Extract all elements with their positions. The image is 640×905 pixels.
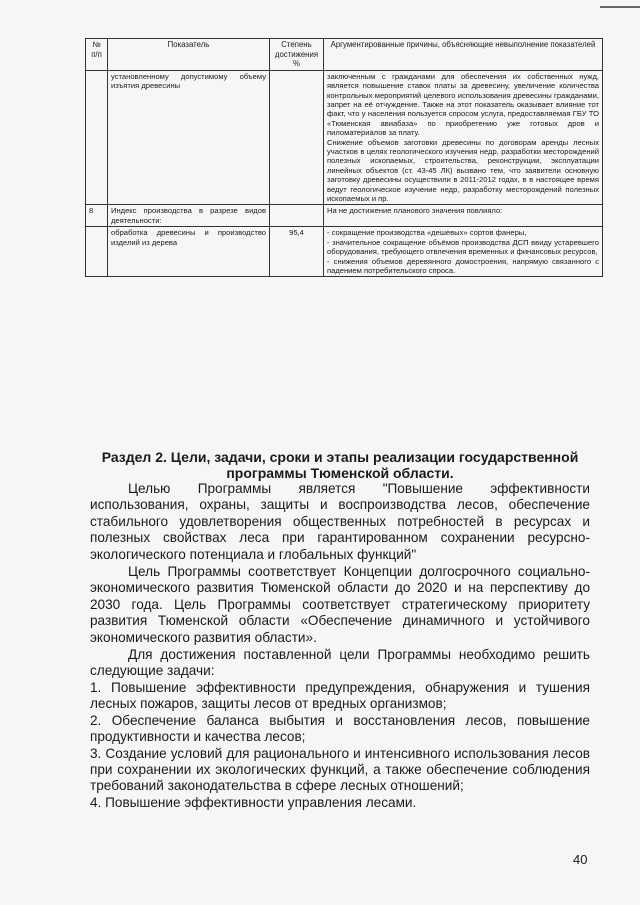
indicators-table bbox=[85, 38, 603, 277]
section-2 bbox=[90, 449, 590, 811]
cell-num bbox=[86, 70, 108, 205]
cell-num: 8 bbox=[86, 205, 108, 227]
header-indicator: Показатель bbox=[108, 39, 270, 71]
table-row bbox=[86, 227, 603, 277]
cell-degree: 95,4 bbox=[270, 227, 324, 277]
cell-num bbox=[86, 227, 108, 277]
cell-degree bbox=[270, 70, 324, 205]
header-argument: Аргументированные причины, объясняющие невыполнение показателей bbox=[324, 39, 603, 71]
cell-indicator: Индекс производства в разрезе видов деятельности: bbox=[108, 205, 270, 227]
table-row bbox=[86, 70, 603, 205]
paragraph-tasks-intro: Для достижения поставленной цели Программы необходимо решить следующие задачи: bbox=[90, 647, 590, 679]
header-num: № п/п bbox=[86, 39, 108, 71]
table-row bbox=[86, 205, 603, 227]
cell-argument: На не достижение планового значения повлияло: bbox=[324, 205, 603, 227]
cell-indicator: обработка древесины и производство изделий из дерева bbox=[108, 227, 270, 277]
task-item: 1. Повышение эффективности предупреждения, обнаружения и тушения лесных пожаров, защиты лесов от вредных организмов; bbox=[90, 679, 590, 712]
cell-degree bbox=[270, 205, 324, 227]
page-number: 40 bbox=[573, 852, 588, 867]
paragraph-concept: Цель Программы соответствует Концепции долгосрочного социально-экономического развития Тюменской области до 2020 и на перспективу до 2030 года. Цель Программы соответствует стратегическому приоритету развития Тюменской области «Обеспечение динамичного и устойчивого экономического развития области». bbox=[90, 564, 590, 645]
task-item: 2. Обеспечение баланса выбытия и восстановления лесов, повышение продуктивности и качества лесов; bbox=[90, 712, 590, 745]
task-item: 4. Повышение эффективности управления лесами. bbox=[90, 794, 417, 810]
task-item: 3. Создание условий для рационального и интенсивного использования лесов при сохранении их экологических функций, а также обеспечение соблюдения требований законодательства в сфере лесных отношений; bbox=[90, 745, 590, 794]
paragraph-goal: Целью Программы является "Повышение эффективности использования, охраны, защиты и воспроизводства лесов, обеспечение стабильного удовлетворения общественных потребностей в ресурсах и полезных свойствах леса при гарантированном сохранении ресурсно-экологического потенциала и глобальных функций" bbox=[90, 481, 590, 562]
section-title: Раздел 2. Цели, задачи, сроки и этапы реализации государственной программы Тюменской области. bbox=[101, 449, 579, 481]
cell-argument: - сокращение производства «дешевых» сортов фанеры, - значительное сокращение объёмов производства ДСП ввиду устаревшего оборудования, требующего отвлечения временных и финансовых ресурсов, - снижения объемов деревянного домостроения, напрямую связанного с падением потребительского спроса. bbox=[324, 227, 603, 277]
cell-argument: заключенным с гражданами для обеспечения их собственных нужд, является повышение ставок платы за древесину, увеличение количества контрольных мероприятий целевого использования древесины гражданами, запрет на её отчуждение. Также на этот показатель оказывает влияние тот факт, что у населения пользуется спросом услуга, предоставляемая ГБУ ТО «Тюменская авиабаза» по приобретению уже готовых дров и пиломатериалов за плату. Снижение объемов заготовки древесины по договорам аренды лесных участков в целях геологического изучения недр, разработки месторождений полезных ископаемых, строительства, реконструкции, эксплуатации линейных объектов (ст. 43-45 ЛК) вызвано тем, что заявители основную заготовку древесины осуществили в 2011-2012 годах, в в настоящее время ведут геологическое изучение недр, разработку месторождений полезных ископаемых и пр. bbox=[324, 70, 603, 205]
table-header-row bbox=[86, 39, 603, 71]
header-degree: Степень достижения % bbox=[270, 39, 324, 71]
cell-indicator: установленному допустимому объему изъятия древесины bbox=[108, 70, 270, 205]
scan-edge-mark bbox=[600, 6, 640, 8]
